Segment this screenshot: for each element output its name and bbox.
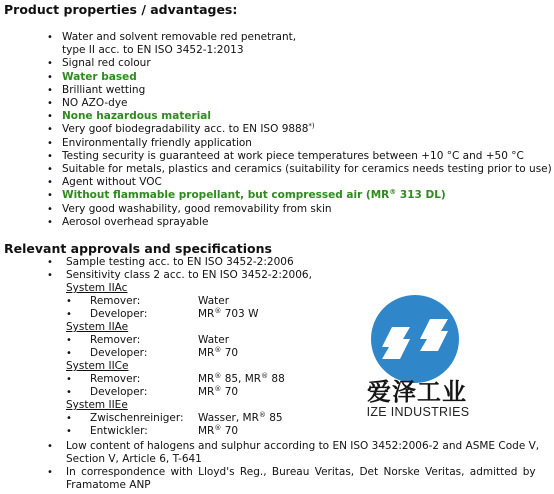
bullet: • xyxy=(47,84,53,96)
logo-text-en: IZE INDUSTRIES xyxy=(366,405,470,419)
bullet: • xyxy=(47,203,53,215)
system-row-label: Entwickler: xyxy=(90,425,148,437)
system-row-value: MR® 70 xyxy=(198,385,239,398)
dash-bullet: • xyxy=(66,309,72,320)
system-row-label: Remover: xyxy=(90,295,141,307)
property-item-text: Environmentally friendly application xyxy=(62,136,252,149)
property-item-text: None hazardous material xyxy=(62,110,211,123)
section-heading-properties: Product properties / advantages: xyxy=(4,2,238,17)
approval-item-correspondence-line2: Framatome ANP xyxy=(66,479,151,491)
bullet: • xyxy=(47,124,53,136)
system-row-value: MR® 703 W xyxy=(198,307,259,320)
property-item-text: Very goof biodegradability acc. to EN ISO 9888*) xyxy=(62,122,315,136)
bullet: • xyxy=(47,58,53,70)
logo-circle xyxy=(371,295,459,383)
system-row-value: MR® 85, MR® 88 xyxy=(198,372,285,385)
approval-item-sensitivity: Sensitivity class 2 acc. to EN ISO 3452-2:2006, xyxy=(66,269,312,281)
bullet: • xyxy=(47,137,53,149)
dash-bullet: • xyxy=(66,335,72,346)
system-row-value: Wasser, MR® 85 xyxy=(198,411,283,424)
bullet: • xyxy=(47,98,53,109)
system-name: System IIAe xyxy=(66,321,129,333)
system-row-label: Remover: xyxy=(90,373,141,385)
system-row-label: Developer: xyxy=(90,308,148,320)
bullet: • xyxy=(47,177,53,189)
approval-item-sample: Sample testing acc. to EN ISO 3452-2:2006 xyxy=(66,256,294,268)
system-row-value: Water xyxy=(198,295,230,307)
system-row-value: MR® 70 xyxy=(198,346,239,359)
section-heading-approvals: Relevant approvals and specifications xyxy=(4,241,272,256)
system-name: System IIAc xyxy=(66,282,128,294)
property-item-text: Water and solvent removable red penetrant, xyxy=(62,31,297,43)
property-item-text: NO AZO-dye xyxy=(62,97,128,109)
bullet: • xyxy=(47,32,53,43)
dash-bullet: • xyxy=(66,413,72,424)
property-item-text: Very good washability, good removability from skin xyxy=(62,202,332,215)
bullet: • xyxy=(47,111,53,123)
bullet: • xyxy=(47,216,53,228)
bullet: • xyxy=(47,441,53,452)
property-item-text: Aerosol overhead sprayable xyxy=(62,215,209,228)
system-row-label: Remover: xyxy=(90,334,141,346)
dash-bullet: • xyxy=(66,296,72,307)
bullet: • xyxy=(47,164,53,175)
system-name: System IICe xyxy=(66,360,129,372)
approval-item-correspondence-line1: In correspondence with Lloyd's Reg., Bureau Veritas, Det Norske Veritas, admitted by xyxy=(66,466,536,478)
system-row-value: Water xyxy=(198,334,230,346)
property-item-text: Without flammable propellant, but compressed air (MR® 313 DL) xyxy=(62,188,446,202)
system-row-label: Developer: xyxy=(90,386,148,398)
dash-bullet: • xyxy=(66,426,72,437)
property-item-text: Suitable for metals, plastics and ceramics (suitability for ceramics needs testing prior to use) xyxy=(62,163,552,175)
bullet: • xyxy=(47,467,53,478)
bullet: • xyxy=(47,150,53,162)
system-row-value: MR® 70 xyxy=(198,424,239,437)
dash-bullet: • xyxy=(66,348,72,359)
dash-bullet: • xyxy=(66,387,72,398)
approval-item-halogens-line2: Section V, Article 6, T-641 xyxy=(66,453,202,465)
approval-item-halogens-line1: Low content of halogens and sulphur according to EN ISO 3452:2006-2 and ASME Code V, xyxy=(66,440,540,452)
system-row-label: Developer: xyxy=(90,347,148,359)
property-item-text: Brilliant wetting xyxy=(62,83,146,96)
property-item-text: Testing security is guaranteed at work piece temperatures between +10 °C and +50 °C xyxy=(62,149,524,162)
property-item-text: Signal red colour xyxy=(62,57,151,70)
bullet: • xyxy=(47,270,53,281)
bullet: • xyxy=(47,257,53,268)
system-name: System IIEe xyxy=(66,399,128,411)
property-item-text: type II acc. to EN ISO 3452-1:2013 xyxy=(62,44,244,57)
property-item-text: Water based xyxy=(62,70,137,83)
dash-bullet: • xyxy=(66,374,72,385)
logo-text-cn: 爱泽工业 xyxy=(367,378,467,406)
system-row-label: Zwischenreiniger: xyxy=(90,412,184,424)
property-item-text: Agent without VOC xyxy=(62,176,162,189)
bullet: • xyxy=(47,71,53,83)
bullet: • xyxy=(47,190,53,202)
